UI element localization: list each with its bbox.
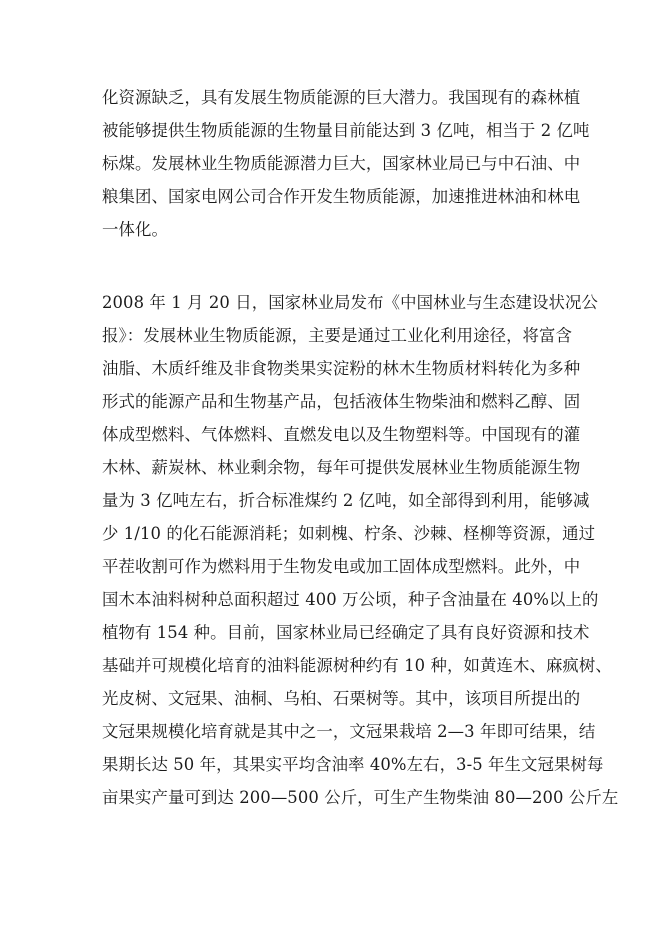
paragraph-line: 2008 年 1 月 20 日，国家林业局发布《中国林业与生态建设状况公 — [102, 293, 599, 312]
paragraph-line: 国木本油料树种总面积超过 400 万公顷，种子含油量在 40%以上的 — [102, 590, 599, 609]
paragraph-line: 果期长达 50 年，其果实平均含油率 40%左右，3-5 年生文冠果树每 — [102, 755, 604, 774]
paragraph-line: 被能够提供生物质能源的生物量目前能达到 3 亿吨，相当于 2 亿吨 — [102, 121, 590, 140]
paragraph-line: 文冠果规模化培育就是其中之一，文冠果栽培 2—3 年即可结果，结 — [102, 722, 596, 741]
paragraph-line: 平茬收割可作为燃料用于生物发电或加工固体成型燃料。此外，中 — [102, 557, 581, 576]
paragraph-line: 粮集团、国家电网公司合作开发生物质能源，加速推进林油和林电 — [102, 187, 581, 206]
paragraph-line: 标煤。发展林业生物质能源潜力巨大，国家林业局已与中石油、中 — [102, 154, 581, 173]
paragraph-line: 一体化。 — [102, 220, 168, 239]
paragraph-line: 少 1/10 的化石能源消耗；如刺槐、柠条、沙棘、柽柳等资源，通过 — [102, 524, 596, 543]
paragraph-line: 报》：发展林业生物质能源，主要是通过工业化利用途径，将富含 — [102, 326, 573, 345]
paragraph-line: 油脂、木质纤维及非食物类果实淀粉的林木生物质材料转化为多种 — [102, 359, 581, 378]
paragraph-line: 亩果实产量可到达 200—500 公斤，可生产生物柴油 80—200 公斤左 — [102, 788, 619, 807]
paragraph-line: 木林、薪炭林、林业剩余物，每年可提供发展林业生物质能源生物 — [102, 458, 581, 477]
paragraph-line: 形式的能源产品和生物基产品，包括液体生物柴油和燃料乙醇、固 — [102, 392, 581, 411]
paragraph-line: 体成型燃料、气体燃料、直燃发电以及生物塑料等。中国现有的灌 — [102, 425, 581, 444]
paragraph-line: 植物有 154 种。目前，国家林业局已经确定了具有良好资源和技术 — [102, 623, 590, 642]
paragraph-line: 量为 3 亿吨左右，折合标准煤约 2 亿吨，如全部得到利用，能够减 — [102, 491, 590, 510]
paragraph-line: 化资源缺乏，具有发展生物质能源的巨大潜力。我国现有的森林植 — [102, 88, 581, 107]
paragraph-line: 基础并可规模化培育的油料能源树种约有 10 种，如黄连木、麻疯树、 — [102, 656, 612, 675]
paragraph-line: 光皮树、文冠果、油桐、乌桕、石栗树等。其中，该项目所提出的 — [102, 689, 581, 708]
